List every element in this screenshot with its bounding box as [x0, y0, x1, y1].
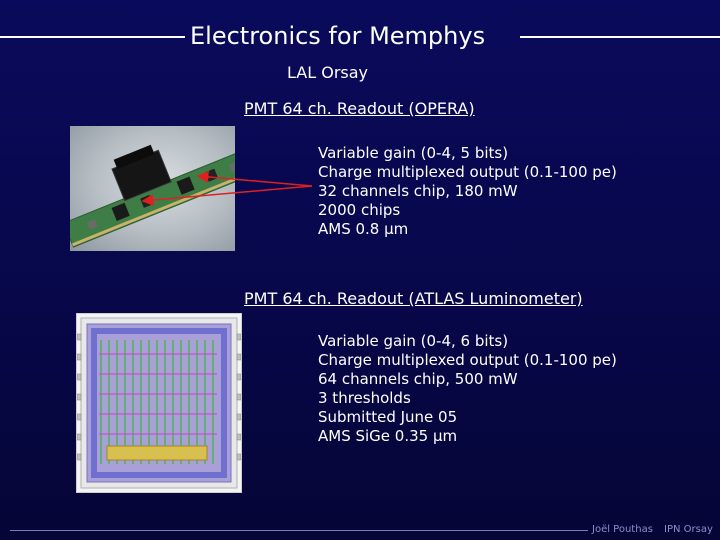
list-item: AMS SiGe 0.35 µm: [318, 427, 458, 445]
atlas-spec-list: [318, 332, 617, 446]
chip-layout-image: [76, 313, 242, 493]
list-item: Charge multiplexed output (0.1-100 pe): [318, 351, 617, 369]
section-heading-opera: PMT 64 ch. Readout (OPERA): [244, 99, 475, 118]
pmt-board-illustration: [70, 126, 235, 251]
list-item: 2000 chips: [318, 201, 401, 219]
list-item: AMS 0.8 µm: [318, 220, 409, 238]
footer-rule: [10, 530, 588, 531]
pmt-board-photo: [70, 126, 235, 251]
opera-spec-list: [318, 144, 617, 239]
list-item: Submitted June 05: [318, 408, 458, 426]
title-rule-right: [520, 36, 720, 38]
list-item: 3 thresholds: [318, 389, 411, 407]
title-rule-left: [0, 36, 185, 38]
list-item: Variable gain (0-4, 5 bits): [318, 144, 509, 162]
list-item: Variable gain (0-4, 6 bits): [318, 332, 509, 350]
list-item: 32 channels chip, 180 mW: [318, 182, 518, 200]
list-item: 64 channels chip, 500 mW: [318, 370, 518, 388]
footer-author: Joël Pouthas: [592, 524, 653, 535]
footer-organization: IPN Orsay: [664, 524, 713, 535]
slide-title: Electronics for Memphys: [190, 22, 486, 50]
slide-subtitle: LAL Orsay: [287, 63, 369, 82]
chip-layout-illustration: [77, 314, 241, 492]
section-heading-atlas: PMT 64 ch. Readout (ATLAS Luminometer): [244, 289, 583, 308]
list-item: Charge multiplexed output (0.1-100 pe): [318, 163, 617, 181]
